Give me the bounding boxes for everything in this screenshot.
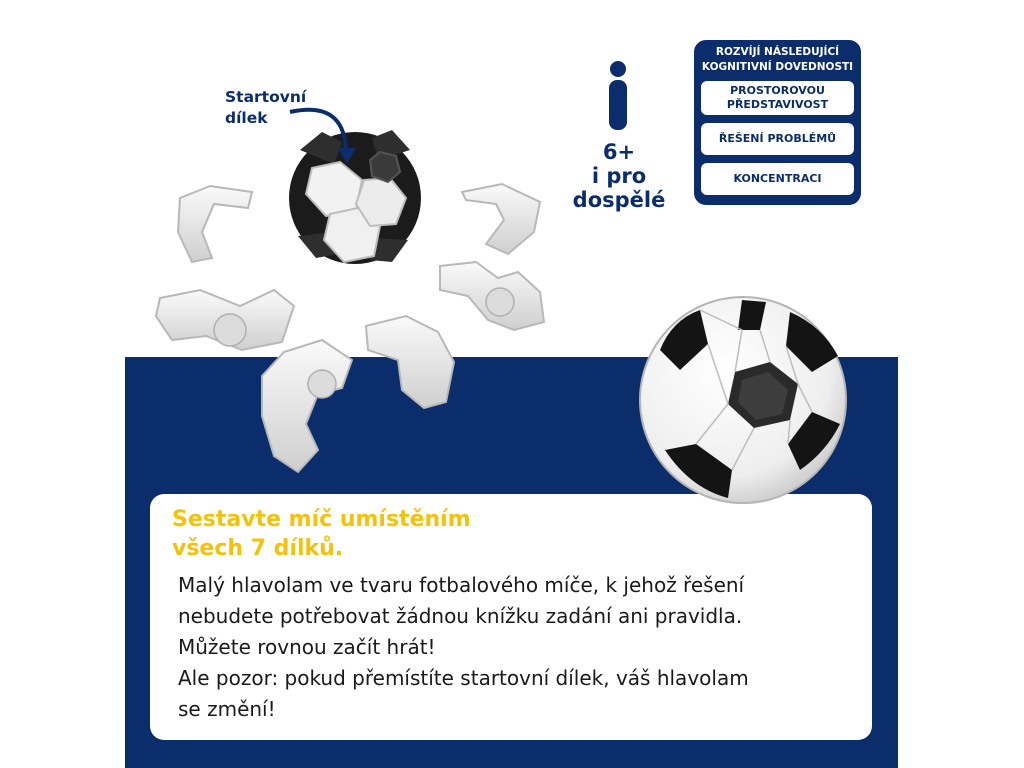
age-line: i pro [591,164,647,188]
description-line: Můžete rovnou začít hrát! [178,635,436,659]
description-line: Ale pozor: pokud přemístíte startovní dílek, váš hlavolam [178,666,749,690]
starting-piece-label [225,87,306,129]
starting-piece-core [289,130,421,264]
age-line: dospělé [572,188,666,212]
headline-line: Sestavte míč umístěním [172,507,471,532]
headline [172,505,471,563]
age-recommendation [555,140,683,212]
headline-line: všech 7 dílků. [172,536,344,561]
age-value: 6+ [602,140,636,164]
description-line: se změní! [178,697,276,721]
skill-chip-concentration: KONCENTRACI [701,163,854,195]
person-icon [609,61,627,130]
skills-title: ROZVÍJÍ NÁSLEDUJÍCÍ KOGNITIVNÍ DOVEDNOSTI [701,46,854,73]
description-text [178,570,868,725]
cognitive-skills-box [694,40,861,205]
starting-piece-label-line: Startovní [225,88,307,106]
skill-chip-problem-solving: ŘEŠENÍ PROBLÉMŮ [701,123,854,155]
right-arrow-icon [545,364,616,398]
starting-piece-label-line: dílek [225,109,268,127]
description-line: nebudete potřebovat žádnou knížku zadání ani pravidla. [178,604,743,628]
skill-chip-spatial: PROSTOROVOU PŘEDSTAVIVOST [701,81,854,115]
soccer-ball-image [640,297,846,503]
description-line: Malý hlavolam ve tvaru fotbalového míče, k jehož řešení [178,573,745,597]
